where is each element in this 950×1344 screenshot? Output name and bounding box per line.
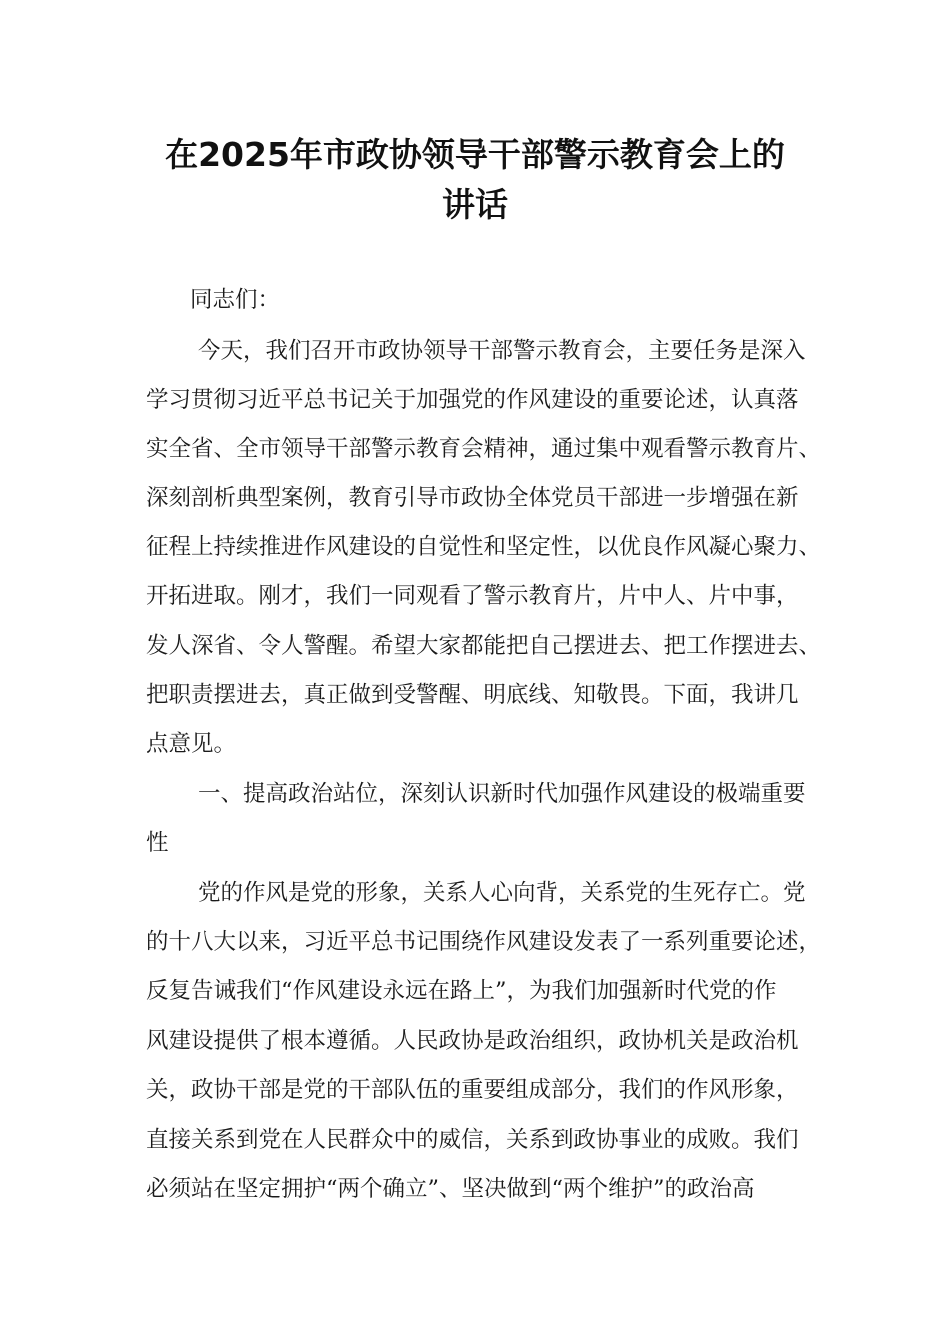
body-line: 征程上持续推进作风建设的自觉性和坚定性，以优良作风凝心聚力、	[146, 534, 822, 560]
body-line: 学习贯彻习近平总书记关于加强党的作风建设的重要论述，认真落	[146, 387, 799, 413]
salutation: 同志们：	[190, 287, 281, 313]
body-line: 关，政协干部是党的干部队伍的重要组成部分，我们的作风形象，	[146, 1077, 799, 1103]
body-line: 的十八大以来，习近平总书记围绕作风建设发表了一系列重要论述，	[146, 929, 822, 955]
document-title-line-2: 讲话	[442, 185, 508, 224]
body-line: 党的作风是党的形象，关系人心向背，关系党的生死存亡。党	[198, 880, 806, 906]
body-line: 实全省、全市领导干部警示教育会精神，通过集中观看警示教育片、	[146, 436, 822, 462]
document-title-line-1: 在2025年市政协领导干部警示教育会上的	[165, 135, 785, 174]
body-line: 开拓进取。刚才，我们一同观看了警示教育片，片中人、片中事，	[146, 583, 799, 609]
body-line: 把职责摆进去，真正做到受警醒、明底线、知敬畏。下面，我讲几	[146, 682, 799, 708]
body-line: 深刻剖析典型案例，教育引导市政协全体党员干部进一步增强在新	[146, 485, 799, 511]
body-line: 发人深省、令人警醒。希望大家都能把自己摆进去、把工作摆进去、	[146, 633, 822, 659]
body-line: 风建设提供了根本遵循。人民政协是政治组织，政协机关是政治机	[146, 1028, 799, 1054]
body-line: 必须站在坚定拥护“两个确立”、坚决做到“两个维护”的政治高	[146, 1176, 755, 1202]
section-heading-line: 性	[146, 830, 169, 856]
body-line: 直接关系到党在人民群众中的威信，关系到政协事业的成败。我们	[146, 1127, 799, 1153]
section-heading-line: 一、提高政治站位，深刻认识新时代加强作风建设的极端重要	[198, 781, 806, 807]
body-line: 反复告诫我们“作风建设永远在路上”，为我们加强新时代党的作	[146, 978, 777, 1004]
body-line: 点意见。	[146, 731, 237, 757]
body-line: 今天，我们召开市政协领导干部警示教育会，主要任务是深入	[198, 338, 806, 364]
